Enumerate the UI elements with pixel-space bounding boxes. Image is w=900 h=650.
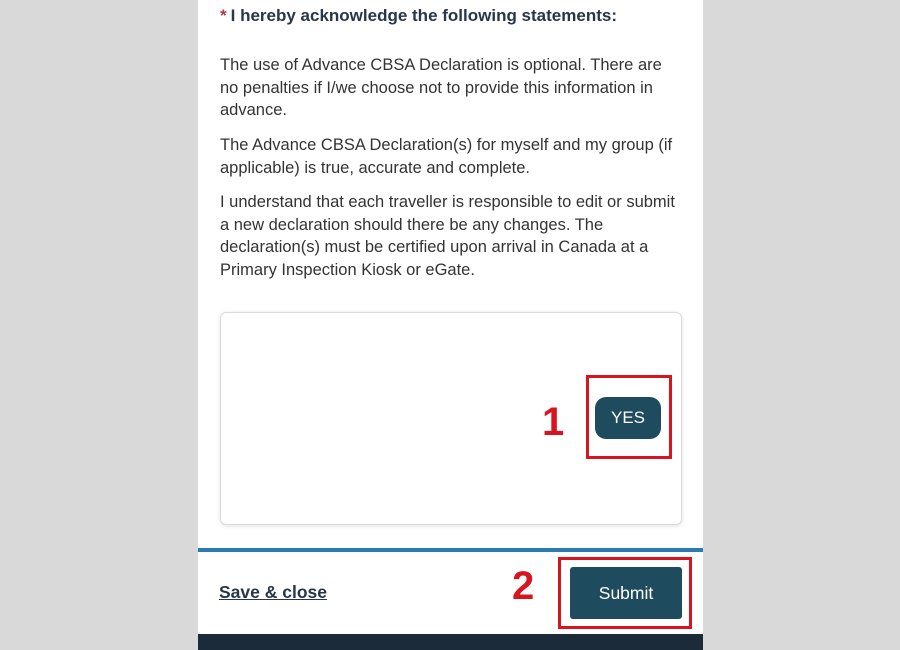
mobile-form-screen (198, 0, 703, 650)
acknowledgement-heading (220, 6, 690, 26)
acknowledgement-heading-text: I hereby acknowledge the following statements: (230, 6, 617, 25)
step-1-label: 1 (542, 400, 565, 444)
statement-optional: The use of Advance CBSA Declaration is optional. There are no penalties if I/we choose not to provide this information in advance. (220, 56, 662, 119)
yes-button[interactable]: YES (595, 397, 661, 439)
save-and-close-link[interactable]: Save & close (219, 582, 327, 602)
submit-button[interactable]: Submit (570, 567, 682, 619)
footer-divider (198, 548, 703, 552)
statement-responsibility: I understand that each traveller is responsible to edit or submit a new declaration should there be any changes. The declaration(s) must be certified upon arrival in Canada at a Primary Inspection Kiosk or eGate. (220, 193, 675, 279)
statement-accurate: The Advance CBSA Declaration(s) for myself and my group (if applicable) is true, accurate and complete. (220, 136, 673, 177)
required-marker: * (220, 6, 227, 25)
step-2-label: 2 (512, 564, 535, 608)
bottom-bar (198, 634, 703, 650)
